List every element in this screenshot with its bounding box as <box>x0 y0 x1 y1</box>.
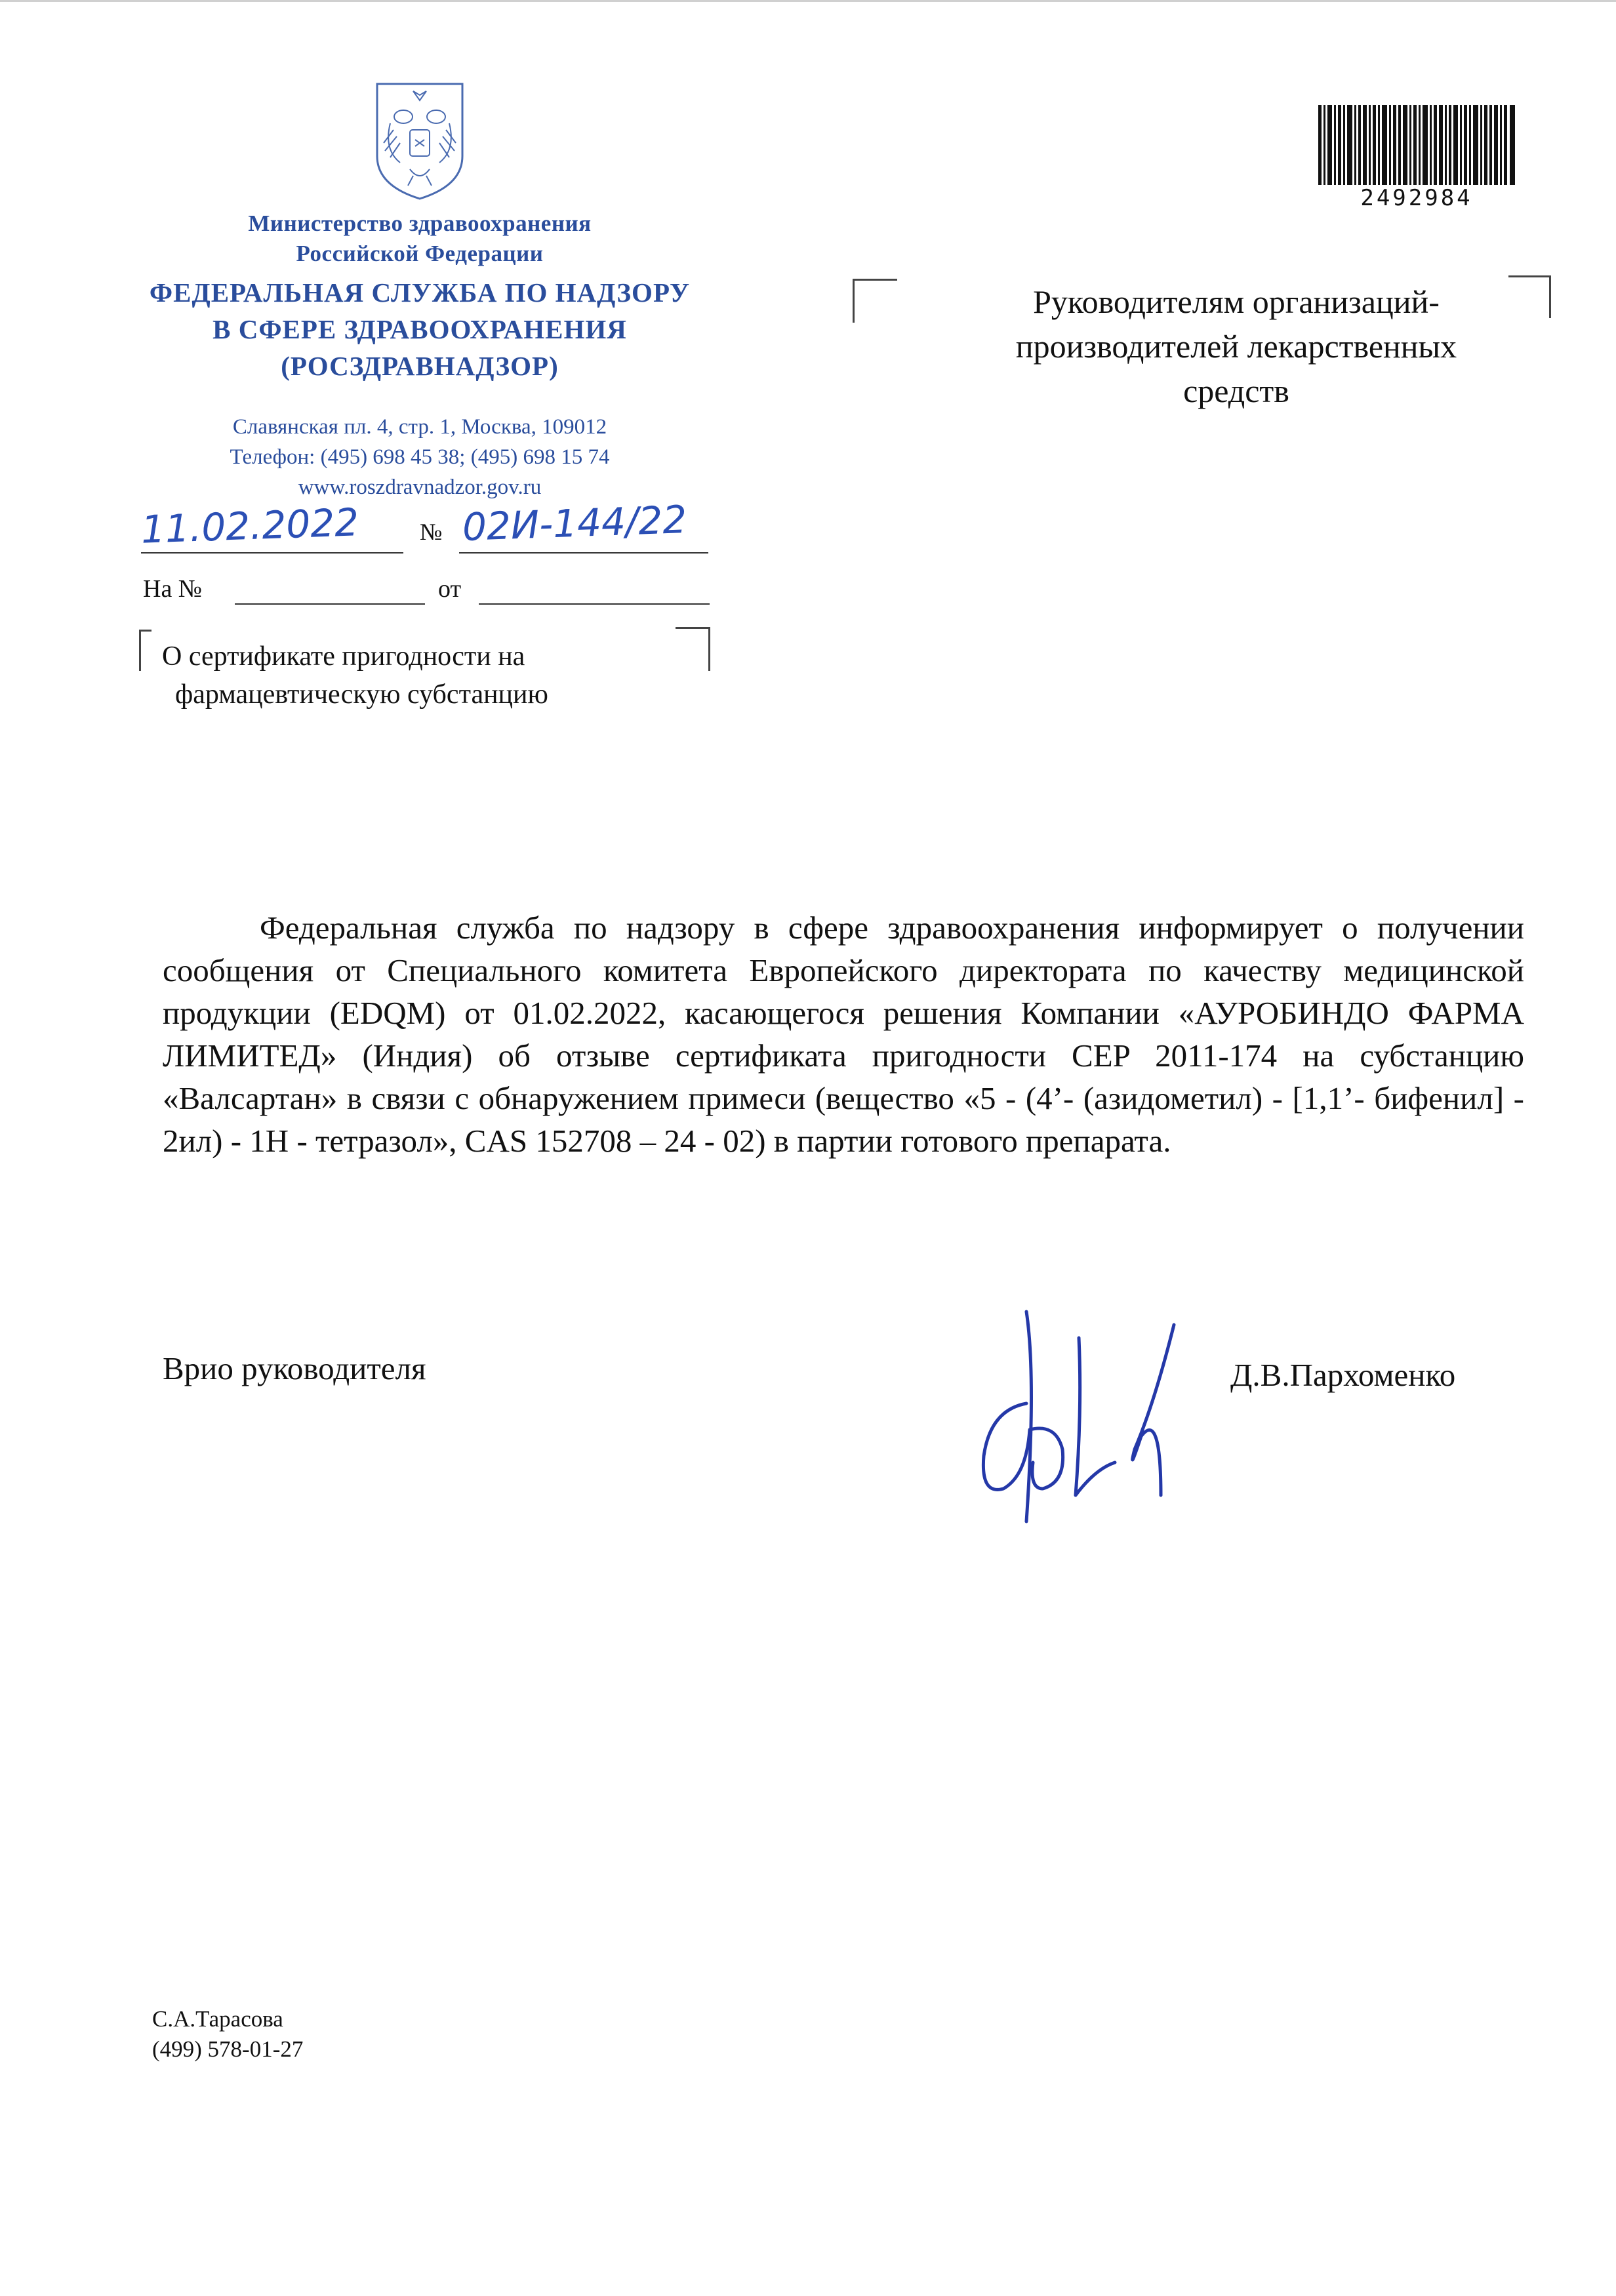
date-underline <box>141 552 403 554</box>
number-underline <box>459 552 708 554</box>
addressee-line-2: производителей лекарственных <box>1015 328 1457 365</box>
addressee-line-3: средств <box>1183 373 1289 409</box>
agency-contacts <box>144 412 695 502</box>
number-sign: № <box>420 519 443 545</box>
reference-number-label: На № <box>143 575 203 603</box>
barcode-number: 2492984 <box>1360 185 1473 211</box>
ministry-line-2: Российской Федерации <box>296 241 544 266</box>
ministry-line-1: Министерство здравоохранения <box>248 211 592 236</box>
addressee-corner-right <box>1508 275 1551 318</box>
executor-info <box>152 2004 303 2064</box>
handwritten-number: 02И-144/22 <box>461 497 688 550</box>
addressee-corner-left <box>853 279 897 323</box>
reference-number-blank <box>235 603 425 605</box>
letter-body: Федеральная служба по надзору в сфере здравоохранения информирует о получении сообщения от Специального комитета Европейского директората по качеству медицинской продукции (EDQM) от 01.02.2022, касающегося решения Компании «АУРОБИНДО ФАРМА ЛИМИТЕД» (Индия) об отзыве сертификата пригодности CEP 2011-174 на субстанцию «Валсартан» в связи с обнаружением примеси (вещество «5 - (4’- (азидометил) - [1,1’- бифенил] - 2ил) - 1H - тетразол», CAS 152708 – 24 - 02) в партии готового препарата. <box>163 910 1524 1159</box>
subject-line-2: фармацевтическую субстанцию <box>175 679 548 710</box>
coat-of-arms-icon <box>364 77 475 202</box>
ministry-name <box>151 209 689 269</box>
handwritten-signature <box>964 1299 1194 1535</box>
agency-phone: Телефон: (495) 698 45 38; (495) 698 15 74 <box>230 445 610 469</box>
executor-phone: (499) 578-01-27 <box>152 2036 304 2062</box>
signatory-name: Д.В.Пархоменко <box>1230 1357 1456 1393</box>
barcode-icon <box>1318 105 1515 185</box>
handwritten-date: 11.02.2022 <box>140 500 360 552</box>
agency-address: Славянская пл. 4, стр. 1, Москва, 109012 <box>232 415 607 439</box>
scan-edge <box>0 0 1616 2</box>
agency-line-3: (РОСЗДРАВНАДЗОР) <box>281 351 559 381</box>
letter-subject <box>162 637 726 714</box>
reference-date-blank <box>479 603 710 605</box>
agency-line-1: ФЕДЕРАЛЬНАЯ СЛУЖБА ПО НАДЗОРУ <box>149 277 691 308</box>
addressee-line-1: Руководителям организаций- <box>1033 283 1440 320</box>
signatory-title: Врио руководителя <box>163 1350 426 1386</box>
addressee <box>964 279 1508 413</box>
subject-corner-left <box>139 630 152 671</box>
reference-date-label: от <box>438 575 462 603</box>
subject-line-1: О сертификате пригодности на <box>162 641 525 672</box>
executor-name: С.А.Тарасова <box>152 2006 283 2032</box>
agency-line-2: В СФЕРЕ ЗДРАВООХРАНЕНИЯ <box>212 314 627 344</box>
agency-website: www.roszdravnadzor.gov.ru <box>298 475 542 499</box>
agency-name <box>92 274 748 384</box>
